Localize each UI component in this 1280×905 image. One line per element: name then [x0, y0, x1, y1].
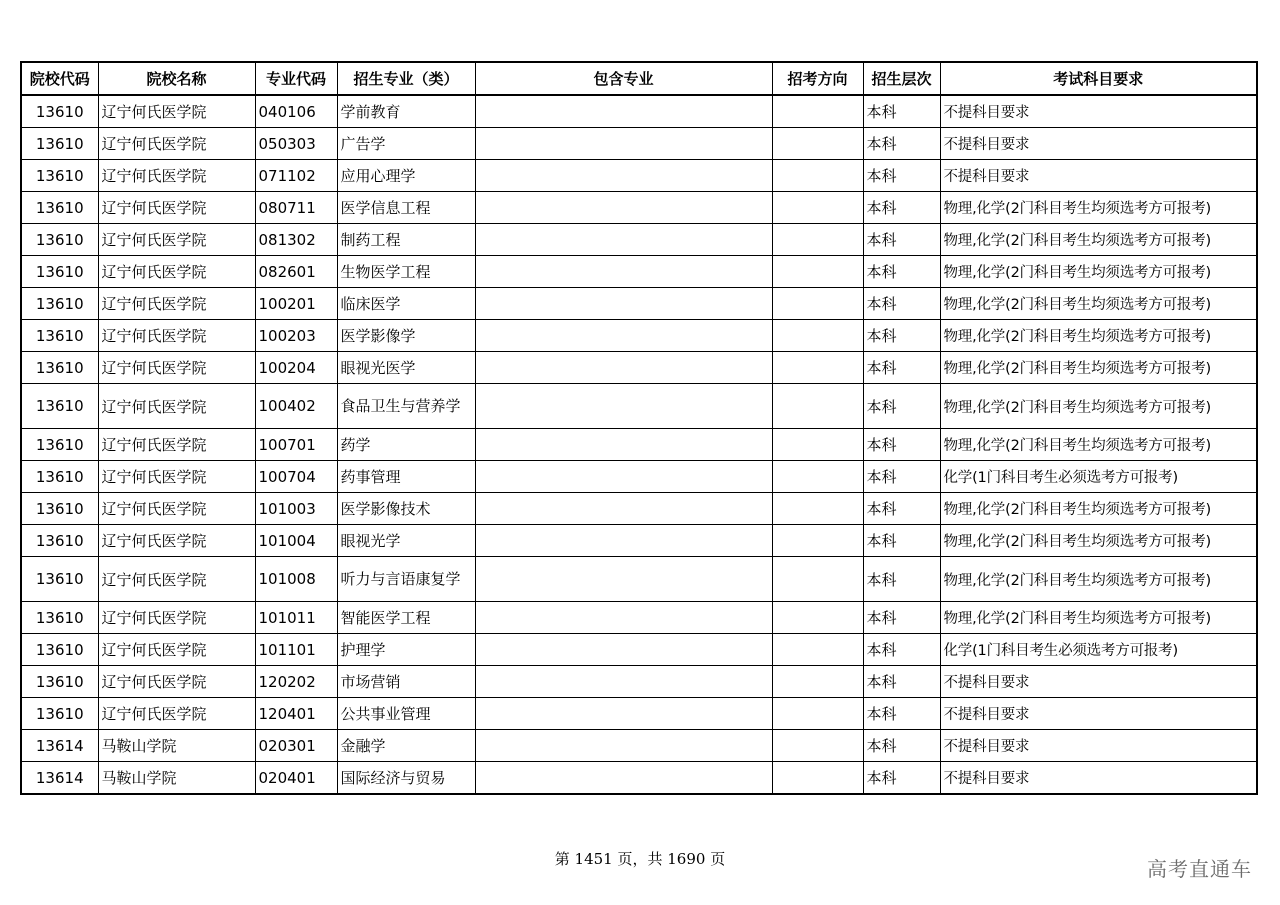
- table-row: [21, 461, 1257, 493]
- major-name-cell: 公共事业管理: [337, 698, 475, 730]
- subject-requirement-cell: 物理,化学(2门科目考生均须选考方可报考): [940, 256, 1257, 288]
- major-code-cell: 100201: [255, 288, 337, 320]
- included-majors-cell: [475, 730, 772, 762]
- school-name-cell: 辽宁何氏医学院: [98, 384, 255, 429]
- included-majors-cell: [475, 461, 772, 493]
- major-code-cell: 071102: [255, 160, 337, 192]
- major-name-cell: 医学信息工程: [337, 192, 475, 224]
- major-code-cell: 100204: [255, 352, 337, 384]
- subject-requirement-cell: 物理,化学(2门科目考生均须选考方可报考): [940, 320, 1257, 352]
- direction-cell: [772, 95, 863, 128]
- school-name-cell: 辽宁何氏医学院: [98, 224, 255, 256]
- school-code-cell: 13610: [21, 320, 98, 352]
- table-row: [21, 525, 1257, 557]
- subject-requirement-cell: 不提科目要求: [940, 762, 1257, 795]
- level-cell: 本科: [863, 557, 940, 602]
- major-code-cell: 101003: [255, 493, 337, 525]
- table-body: [21, 95, 1257, 794]
- header-direction: 招考方向: [772, 62, 863, 95]
- subject-requirement-cell: 物理,化学(2门科目考生均须选考方可报考): [940, 192, 1257, 224]
- major-name-cell: 应用心理学: [337, 160, 475, 192]
- level-cell: 本科: [863, 461, 940, 493]
- school-code-cell: 13610: [21, 602, 98, 634]
- header-school-code: 院校代码: [21, 62, 98, 95]
- level-cell: 本科: [863, 666, 940, 698]
- direction-cell: [772, 288, 863, 320]
- table-row: [21, 698, 1257, 730]
- major-code-cell: 050303: [255, 128, 337, 160]
- major-name-cell: 眼视光医学: [337, 352, 475, 384]
- table-row: [21, 288, 1257, 320]
- school-code-cell: 13610: [21, 384, 98, 429]
- major-name-cell: 金融学: [337, 730, 475, 762]
- subject-requirement-cell: 物理,化学(2门科目考生均须选考方可报考): [940, 224, 1257, 256]
- major-code-cell: 081302: [255, 224, 337, 256]
- direction-cell: [772, 128, 863, 160]
- subject-requirement-cell: 化学(1门科目考生必须选考方可报考): [940, 634, 1257, 666]
- school-code-cell: 13610: [21, 698, 98, 730]
- watermark-text: 高考直通车: [1147, 857, 1252, 881]
- table-row: [21, 666, 1257, 698]
- school-name-cell: 马鞍山学院: [98, 730, 255, 762]
- major-code-cell: 101004: [255, 525, 337, 557]
- school-name-cell: 马鞍山学院: [98, 762, 255, 795]
- direction-cell: [772, 634, 863, 666]
- school-name-cell: 辽宁何氏医学院: [98, 557, 255, 602]
- included-majors-cell: [475, 429, 772, 461]
- header-major-code: 专业代码: [255, 62, 337, 95]
- subject-requirement-cell: 物理,化学(2门科目考生均须选考方可报考): [940, 429, 1257, 461]
- major-name-cell: 眼视光学: [337, 525, 475, 557]
- major-name-cell: 食品卫生与营养学: [337, 384, 475, 429]
- admissions-table: [20, 61, 1258, 795]
- school-name-cell: 辽宁何氏医学院: [98, 698, 255, 730]
- header-level: 招生层次: [863, 62, 940, 95]
- school-name-cell: 辽宁何氏医学院: [98, 95, 255, 128]
- school-name-cell: 辽宁何氏医学院: [98, 493, 255, 525]
- level-cell: 本科: [863, 698, 940, 730]
- school-name-cell: 辽宁何氏医学院: [98, 288, 255, 320]
- school-code-cell: 13610: [21, 352, 98, 384]
- school-name-cell: 辽宁何氏医学院: [98, 256, 255, 288]
- major-code-cell: 101101: [255, 634, 337, 666]
- included-majors-cell: [475, 128, 772, 160]
- table-row: [21, 730, 1257, 762]
- direction-cell: [772, 160, 863, 192]
- direction-cell: [772, 698, 863, 730]
- level-cell: 本科: [863, 288, 940, 320]
- subject-requirement-cell: 物理,化学(2门科目考生均须选考方可报考): [940, 557, 1257, 602]
- school-code-cell: 13610: [21, 666, 98, 698]
- level-cell: 本科: [863, 352, 940, 384]
- major-code-cell: 100402: [255, 384, 337, 429]
- subject-requirement-cell: 物理,化学(2门科目考生均须选考方可报考): [940, 352, 1257, 384]
- subject-requirement-cell: 不提科目要求: [940, 160, 1257, 192]
- level-cell: 本科: [863, 192, 940, 224]
- major-code-cell: 080711: [255, 192, 337, 224]
- major-name-cell: 国际经济与贸易: [337, 762, 475, 795]
- included-majors-cell: [475, 384, 772, 429]
- subject-requirement-cell: 化学(1门科目考生必须选考方可报考): [940, 461, 1257, 493]
- included-majors-cell: [475, 320, 772, 352]
- school-code-cell: 13610: [21, 461, 98, 493]
- direction-cell: [772, 320, 863, 352]
- table-row: [21, 95, 1257, 128]
- level-cell: 本科: [863, 224, 940, 256]
- level-cell: 本科: [863, 730, 940, 762]
- included-majors-cell: [475, 95, 772, 128]
- major-name-cell: 广告学: [337, 128, 475, 160]
- major-name-cell: 药事管理: [337, 461, 475, 493]
- level-cell: 本科: [863, 525, 940, 557]
- school-name-cell: 辽宁何氏医学院: [98, 128, 255, 160]
- major-code-cell: 020401: [255, 762, 337, 795]
- school-name-cell: 辽宁何氏医学院: [98, 320, 255, 352]
- level-cell: 本科: [863, 384, 940, 429]
- school-code-cell: 13610: [21, 634, 98, 666]
- school-code-cell: 13610: [21, 493, 98, 525]
- major-code-cell: 020301: [255, 730, 337, 762]
- school-code-cell: 13610: [21, 160, 98, 192]
- table-row: [21, 384, 1257, 429]
- school-name-cell: 辽宁何氏医学院: [98, 634, 255, 666]
- table-row: [21, 224, 1257, 256]
- school-name-cell: 辽宁何氏医学院: [98, 160, 255, 192]
- table-row: [21, 352, 1257, 384]
- level-cell: 本科: [863, 429, 940, 461]
- school-name-cell: 辽宁何氏医学院: [98, 192, 255, 224]
- school-name-cell: 辽宁何氏医学院: [98, 461, 255, 493]
- direction-cell: [772, 352, 863, 384]
- direction-cell: [772, 461, 863, 493]
- table-row: [21, 256, 1257, 288]
- subject-requirement-cell: 物理,化学(2门科目考生均须选考方可报考): [940, 288, 1257, 320]
- included-majors-cell: [475, 352, 772, 384]
- major-name-cell: 市场营销: [337, 666, 475, 698]
- school-name-cell: 辽宁何氏医学院: [98, 602, 255, 634]
- school-code-cell: 13610: [21, 192, 98, 224]
- table-row: [21, 762, 1257, 795]
- school-code-cell: 13614: [21, 730, 98, 762]
- level-cell: 本科: [863, 256, 940, 288]
- table-row: [21, 128, 1257, 160]
- major-name-cell: 护理学: [337, 634, 475, 666]
- major-code-cell: 101008: [255, 557, 337, 602]
- table-row: [21, 192, 1257, 224]
- level-cell: 本科: [863, 493, 940, 525]
- school-name-cell: 辽宁何氏医学院: [98, 525, 255, 557]
- included-majors-cell: [475, 698, 772, 730]
- school-name-cell: 辽宁何氏医学院: [98, 429, 255, 461]
- included-majors-cell: [475, 192, 772, 224]
- included-majors-cell: [475, 557, 772, 602]
- school-code-cell: 13610: [21, 95, 98, 128]
- included-majors-cell: [475, 762, 772, 795]
- subject-requirement-cell: 不提科目要求: [940, 95, 1257, 128]
- header-major: 招生专业（类）: [337, 62, 475, 95]
- included-majors-cell: [475, 224, 772, 256]
- table-row: [21, 557, 1257, 602]
- table-row: [21, 602, 1257, 634]
- included-majors-cell: [475, 666, 772, 698]
- major-name-cell: 学前教育: [337, 95, 475, 128]
- subject-requirement-cell: 物理,化学(2门科目考生均须选考方可报考): [940, 493, 1257, 525]
- direction-cell: [772, 192, 863, 224]
- included-majors-cell: [475, 288, 772, 320]
- level-cell: 本科: [863, 320, 940, 352]
- table-header-row: [21, 62, 1257, 95]
- school-code-cell: 13610: [21, 557, 98, 602]
- header-subject-requirement: 考试科目要求: [940, 62, 1257, 95]
- direction-cell: [772, 429, 863, 461]
- direction-cell: [772, 525, 863, 557]
- included-majors-cell: [475, 525, 772, 557]
- school-code-cell: 13614: [21, 762, 98, 795]
- table-row: [21, 160, 1257, 192]
- level-cell: 本科: [863, 762, 940, 795]
- page-number: 第 1451 页，共 1690 页: [554, 850, 726, 868]
- school-code-cell: 13610: [21, 288, 98, 320]
- direction-cell: [772, 256, 863, 288]
- direction-cell: [772, 762, 863, 795]
- major-name-cell: 医学影像学: [337, 320, 475, 352]
- level-cell: 本科: [863, 160, 940, 192]
- direction-cell: [772, 493, 863, 525]
- direction-cell: [772, 602, 863, 634]
- included-majors-cell: [475, 256, 772, 288]
- subject-requirement-cell: 不提科目要求: [940, 128, 1257, 160]
- major-code-cell: 100701: [255, 429, 337, 461]
- level-cell: 本科: [863, 95, 940, 128]
- subject-requirement-cell: 物理,化学(2门科目考生均须选考方可报考): [940, 602, 1257, 634]
- major-code-cell: 100704: [255, 461, 337, 493]
- header-included-majors: 包含专业: [475, 62, 772, 95]
- direction-cell: [772, 384, 863, 429]
- major-name-cell: 生物医学工程: [337, 256, 475, 288]
- school-code-cell: 13610: [21, 429, 98, 461]
- subject-requirement-cell: 不提科目要求: [940, 698, 1257, 730]
- school-code-cell: 13610: [21, 224, 98, 256]
- level-cell: 本科: [863, 128, 940, 160]
- major-name-cell: 临床医学: [337, 288, 475, 320]
- table-row: [21, 320, 1257, 352]
- major-code-cell: 100203: [255, 320, 337, 352]
- school-code-cell: 13610: [21, 525, 98, 557]
- header-school-name: 院校名称: [98, 62, 255, 95]
- included-majors-cell: [475, 493, 772, 525]
- major-code-cell: 082601: [255, 256, 337, 288]
- subject-requirement-cell: 物理,化学(2门科目考生均须选考方可报考): [940, 384, 1257, 429]
- major-name-cell: 医学影像技术: [337, 493, 475, 525]
- school-name-cell: 辽宁何氏医学院: [98, 352, 255, 384]
- table-row: [21, 634, 1257, 666]
- direction-cell: [772, 666, 863, 698]
- table-row: [21, 429, 1257, 461]
- major-name-cell: 听力与言语康复学: [337, 557, 475, 602]
- direction-cell: [772, 557, 863, 602]
- subject-requirement-cell: 物理,化学(2门科目考生均须选考方可报考): [940, 525, 1257, 557]
- school-code-cell: 13610: [21, 256, 98, 288]
- level-cell: 本科: [863, 634, 940, 666]
- major-code-cell: 120401: [255, 698, 337, 730]
- major-name-cell: 智能医学工程: [337, 602, 475, 634]
- direction-cell: [772, 730, 863, 762]
- school-name-cell: 辽宁何氏医学院: [98, 666, 255, 698]
- table-row: [21, 493, 1257, 525]
- subject-requirement-cell: 不提科目要求: [940, 666, 1257, 698]
- level-cell: 本科: [863, 602, 940, 634]
- school-code-cell: 13610: [21, 128, 98, 160]
- major-name-cell: 药学: [337, 429, 475, 461]
- included-majors-cell: [475, 160, 772, 192]
- included-majors-cell: [475, 634, 772, 666]
- subject-requirement-cell: 不提科目要求: [940, 730, 1257, 762]
- major-code-cell: 040106: [255, 95, 337, 128]
- major-code-cell: 101011: [255, 602, 337, 634]
- major-code-cell: 120202: [255, 666, 337, 698]
- direction-cell: [772, 224, 863, 256]
- major-name-cell: 制药工程: [337, 224, 475, 256]
- included-majors-cell: [475, 602, 772, 634]
